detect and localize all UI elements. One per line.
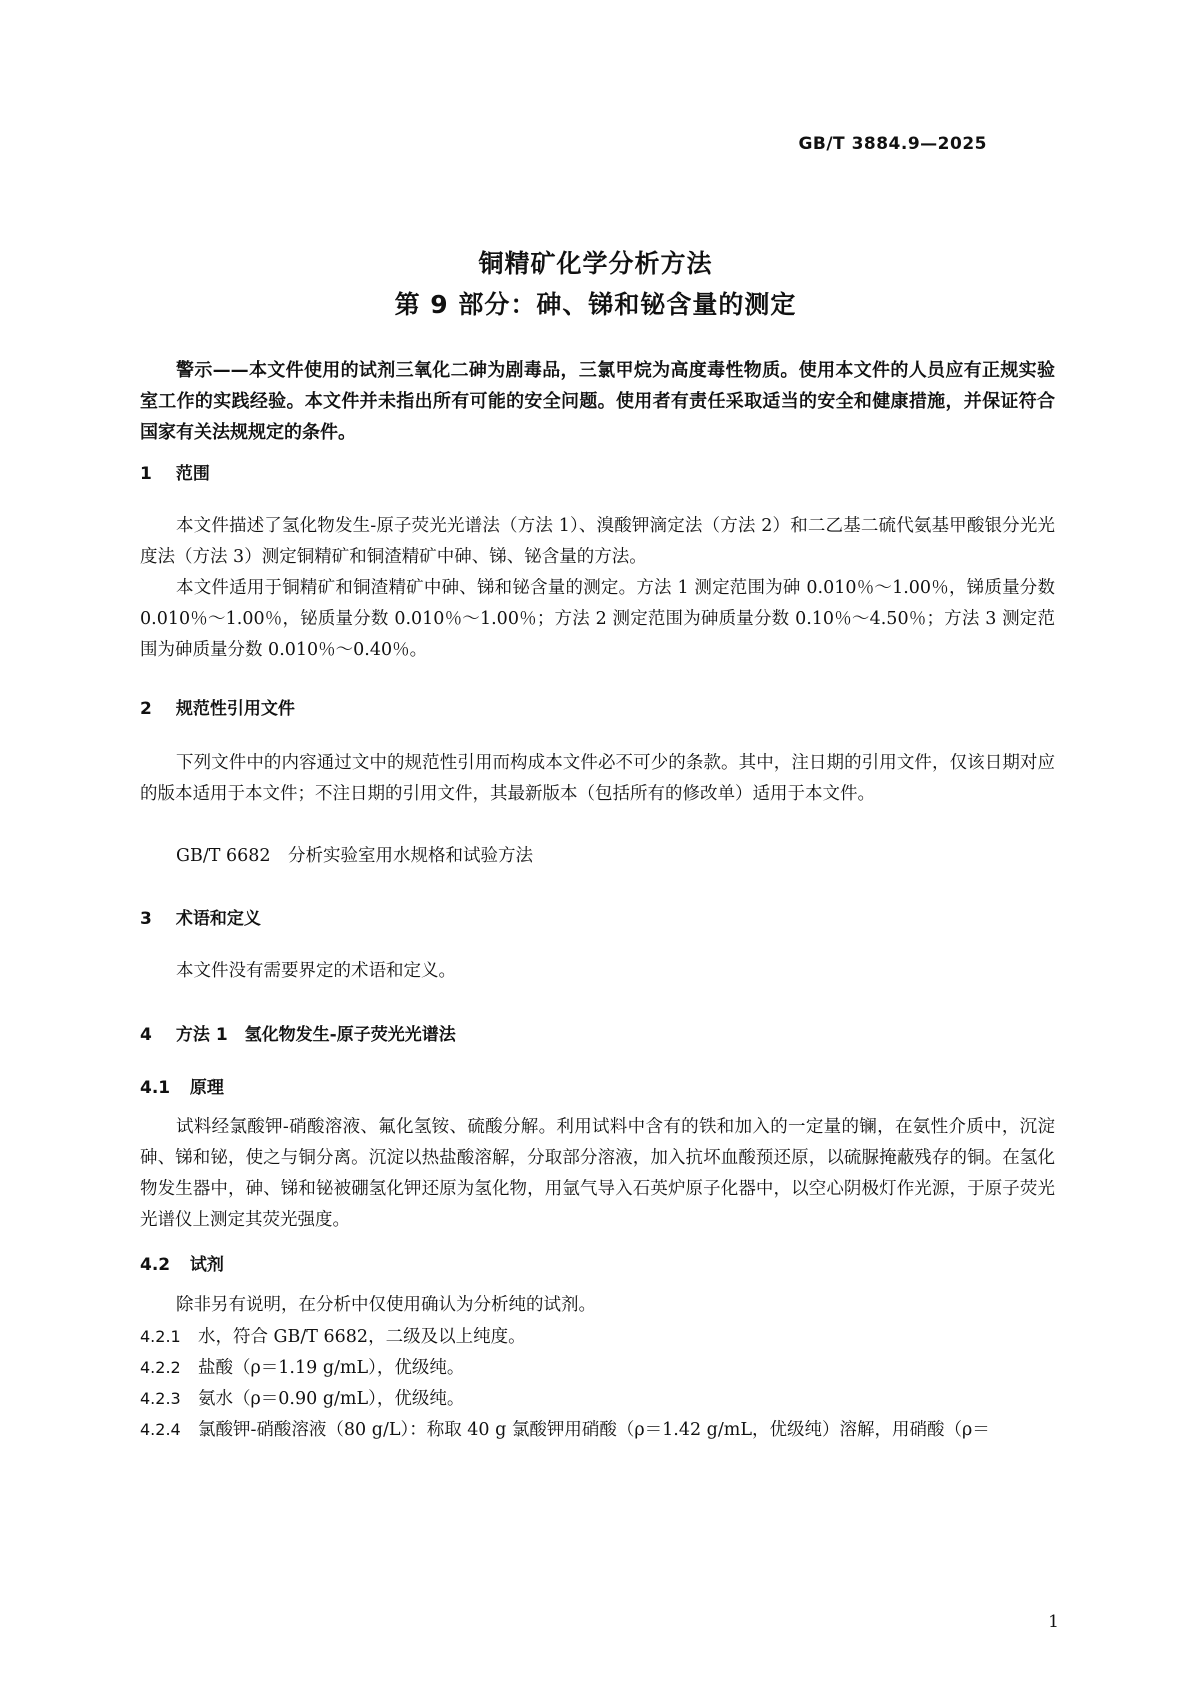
section-number: 3 [140,909,152,929]
reagent-text: 盐酸（ρ＝1.19 g/mL），优级纯。 [198,1358,465,1378]
subsection-number: 4.2 [140,1255,171,1275]
paragraph: 本文件没有需要界定的术语和定义。 [176,961,456,981]
section-title: 方法 1 氢化物发生-原子荧光光谱法 [175,1025,456,1045]
section-number: 2 [140,699,152,719]
section-title: 规范性引用文件 [175,699,295,719]
reagent-item [140,1383,1055,1415]
page-number: 1 [1048,1612,1059,1632]
warning-paragraph: 警示——本文件使用的试剂三氧化二砷为剧毒品，三氯甲烷为高度毒性物质。使用本文件的人员应有正规实验室工作的实践经验。本文件并未指出所有可能的安全问题。使用者有责任采取适当的安全和健康措施，并保证符合国家有关法规规定的条件。 [140,360,1055,443]
section-number: 4 [140,1025,152,1045]
section-number: 1 [140,464,152,484]
standard-code: GB/T 3884.9—2025 [798,134,987,154]
subsection-heading-principle [140,1073,224,1098]
subsection-title: 原理 [189,1078,224,1098]
section-title: 术语和定义 [175,909,261,929]
section-heading-scope [140,459,210,484]
reagent-text: 氯酸钾-硝酸溶液（80 g/L）：称取 40 g 氯酸钾用硝酸（ρ＝1.42 g/mL，优级纯）溶解，用硝酸（ρ＝ [198,1420,990,1440]
reagent-text: 水，符合 GB/T 6682，二级及以上纯度。 [198,1327,526,1347]
subsection-number: 4.1 [140,1078,171,1098]
reagent-number: 4.2.1 [140,1327,181,1346]
reagent-number: 4.2.3 [140,1389,181,1408]
reagent-number: 4.2.2 [140,1358,181,1377]
document-subtitle: 第 9 部分：砷、锑和铋含量的测定 [394,290,797,319]
paragraph: 除非另有说明，在分析中仅使用确认为分析纯的试剂。 [176,1295,596,1315]
section-heading-terms [140,904,261,929]
section-title: 范围 [175,464,210,484]
section-heading-method1 [140,1020,456,1045]
section-heading-references [140,694,295,719]
reagent-text: 氨水（ρ＝0.90 g/mL），优级纯。 [198,1389,465,1409]
reagent-item [140,1414,1055,1446]
subsection-heading-reagents [140,1250,224,1275]
reference-entry: GB/T 6682 分析实验室用水规格和试验方法 [176,846,534,866]
reagent-number: 4.2.4 [140,1420,181,1439]
paragraph: 本文件描述了氢化物发生-原子荧光光谱法（方法 1）、溴酸钾滴定法（方法 2）和二乙基二硫代氨基甲酸银分光光度法（方法 3）测定铜精矿和铜渣精矿中砷、锑、铋含量的方法。 [140,516,1055,567]
paragraph: 本文件适用于铜精矿和铜渣精矿中砷、锑和铋含量的测定。方法 1 测定范围为砷 0.010％～1.00％，锑质量分数 0.010％～1.00％，铋质量分数 0.010％～1.00％；方法 2 测定范围为砷质量分数 0.10％～4.50％；方法 3 测定范围为砷质量分数 0.010％～0.40％。 [140,578,1055,660]
document-title: 铜精矿化学分析方法 [478,249,713,278]
reagent-item [140,1352,1055,1384]
subsection-title: 试剂 [189,1255,224,1275]
paragraph: 试料经氯酸钾-硝酸溶液、氟化氢铵、硫酸分解。利用试料中含有的铁和加入的一定量的镧，在氨性介质中，沉淀砷、锑和铋，使之与铜分离。沉淀以热盐酸溶解，分取部分溶液，加入抗坏血酸预还原，以硫脲掩蔽残存的铜。在氢化物发生器中，砷、锑和铋被硼氢化钾还原为氢化物，用氩气导入石英炉原子化器中，以空心阴极灯作光源，于原子荧光光谱仪上测定其荧光强度。 [140,1117,1055,1230]
paragraph: 下列文件中的内容通过文中的规范性引用而构成本文件必不可少的条款。其中，注日期的引用文件，仅该日期对应的版本适用于本文件；不注日期的引用文件，其最新版本（包括所有的修改单）适用于本文件。 [140,753,1055,804]
reagent-item [140,1321,1055,1353]
